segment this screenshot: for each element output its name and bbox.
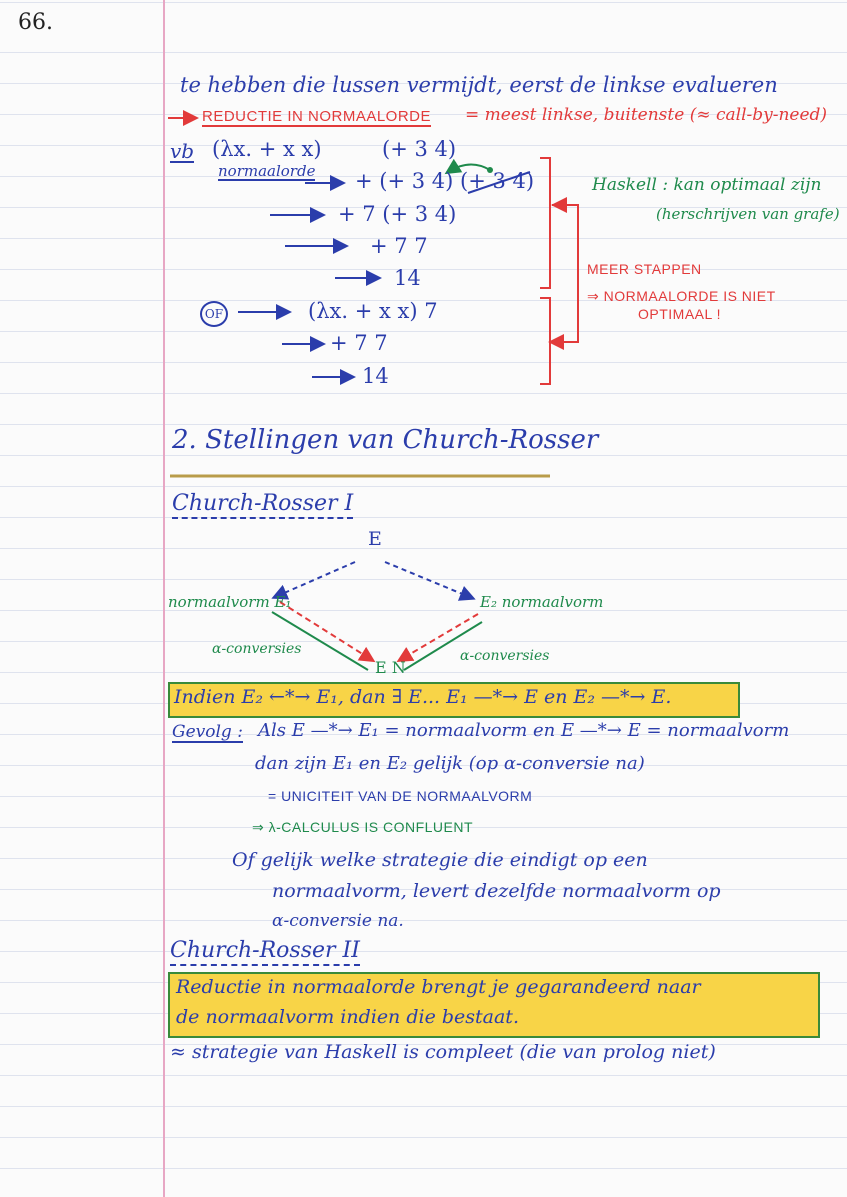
gevolg-line-1: Als E —*→ E₁ = normaalvorm en E —*→ E = normaalvorm xyxy=(258,720,790,741)
step4: 14 xyxy=(394,266,421,290)
cr2-theorem-1: Reductie in normaalorde brengt je gegarandeerd naar xyxy=(176,976,701,998)
example-arg: (+ 3 4) xyxy=(382,137,457,161)
gevolg-line-3: = UNICITEIT VAN DE NORMAALVORM xyxy=(268,788,533,804)
cr1-alpha-right: α-conversies xyxy=(460,648,550,664)
cr1-node-bottom: E N xyxy=(375,658,406,677)
cr2-heading: Church-Rosser II xyxy=(170,940,360,966)
cr1-node-right: E₂ normaalvorm xyxy=(480,593,604,611)
vb-label: vb xyxy=(170,139,195,163)
of-circle: OF xyxy=(200,301,228,327)
reductie-label xyxy=(202,109,431,124)
of-line-2: normaalvorm, levert dezelfde normaalvorm op xyxy=(272,880,721,902)
cr-arrow-left-up xyxy=(275,562,355,597)
gevolg-label: Gevolg : xyxy=(172,722,243,742)
page-number: 66. xyxy=(18,10,53,35)
bracket-bottom xyxy=(540,298,550,384)
reductie-rest: = meest linkse, buitenste (≈ call-by-need) xyxy=(465,105,828,125)
gevolg-line-4: ⇒ λ-CALCULUS IS CONFLUENT xyxy=(252,819,474,835)
bracket-link xyxy=(552,205,578,342)
haskell-note-1: Haskell : kan optimaal zijn xyxy=(592,175,822,195)
reductie-label-text: REDUCTIE IN NORMAALORDE xyxy=(202,108,432,125)
cr2-note: ≈ strategie van Haskell is compleet (die van prolog niet) xyxy=(170,1041,716,1063)
of-line-3: α-conversie na. xyxy=(272,911,404,931)
haskell-note-2: (herschrijven van grafe) xyxy=(656,205,840,223)
alt3: 14 xyxy=(362,364,389,388)
alt1: (λx. + x x) 7 xyxy=(308,299,438,323)
step3: + 7 7 xyxy=(370,234,428,258)
step1: + (+ 3 4) (+ 3 4) xyxy=(355,169,535,193)
section-title: 2. Stellingen van Church-Rosser xyxy=(172,425,599,455)
cr1-heading: Church-Rosser I xyxy=(172,493,353,519)
meer-stappen-1: MEER STAPPEN xyxy=(587,261,702,277)
cr1-theorem: Indien E₂ ←*→ E₁, dan ∃ E... E₁ —*→ E en E₂ —*→ E. xyxy=(174,686,672,708)
meer-stappen-2: ⇒ NORMAALORDE IS NIET xyxy=(587,288,776,304)
cr1-node-top: E xyxy=(368,528,382,550)
example-expr: (λx. + x x) xyxy=(212,137,322,161)
bracket-top xyxy=(540,158,550,288)
step2: + 7 (+ 3 4) xyxy=(338,202,457,226)
cr1-alpha-left: α-conversies xyxy=(212,641,302,657)
normaalorde-label: normaalorde xyxy=(218,162,316,180)
intro-line: te hebben die lussen vermijdt, eerst de linkse evalueren xyxy=(180,73,778,97)
gevolg-line-2: dan zijn E₁ en E₂ gelijk (op α-conversie na) xyxy=(255,753,645,774)
of-line-1: Of gelijk welke strategie die eindigt op een xyxy=(232,849,648,871)
cr2-theorem-2: de normaalvorm indien die bestaat. xyxy=(176,1006,519,1028)
meer-stappen-3: OPTIMAAL ! xyxy=(638,306,722,322)
alt2: + 7 7 xyxy=(330,331,388,355)
cr-arrow-right-up xyxy=(385,562,472,598)
cr1-node-left: normaalvorm E₁ xyxy=(168,593,292,611)
